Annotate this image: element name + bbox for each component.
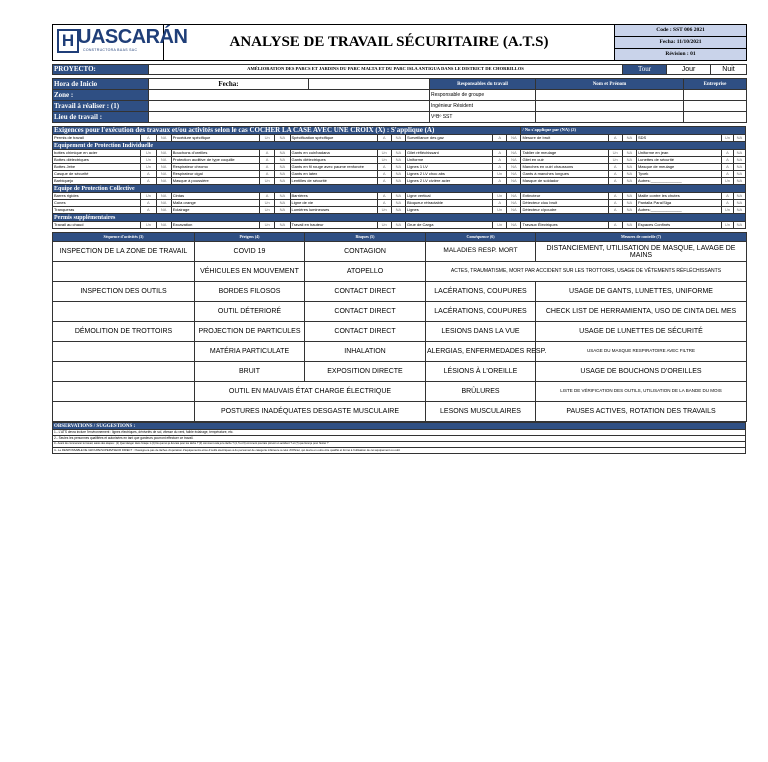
analysis-table — [52, 232, 747, 422]
not-applicable-checkbox[interactable]: NA — [391, 222, 405, 229]
not-applicable-checkbox[interactable]: NA — [622, 193, 636, 200]
analysis-row — [53, 342, 747, 362]
requirements-title: Exigences pour l'exécution des travaux et/ou activités selon le cas COCHER LA CASE AVEC UNE CROIX (X) : S'applique (A) — [53, 127, 521, 135]
applies-checkbox[interactable]: A — [493, 164, 507, 171]
danger-cell: MATÉRIA PARTICULATE — [195, 342, 305, 362]
applies-checkbox[interactable]: A — [721, 157, 733, 164]
danger-cell: COVID 19 — [195, 242, 305, 262]
not-applicable-checkbox[interactable]: NA — [733, 171, 745, 178]
epc-section-title: Equipe de Protection Collective — [53, 185, 746, 193]
epi-item-label: Uniforme — [405, 157, 492, 164]
applies-checkbox[interactable]: A — [377, 171, 391, 178]
not-applicable-legend: / No s'applique par (NA) (2) — [521, 127, 746, 135]
epi-item-label: Gilet réfléchissant — [405, 150, 492, 157]
applies-checkbox[interactable]: Un — [493, 207, 507, 214]
applies-checkbox[interactable]: A — [377, 200, 391, 207]
risks-header: Risques (5) — [305, 233, 426, 242]
epi-item-label: Masque de soldador — [521, 178, 608, 185]
not-applicable-checkbox[interactable]: NA — [733, 157, 745, 164]
applies-checkbox[interactable]: Un — [493, 171, 507, 178]
epc-item-label: Cones — [53, 200, 141, 207]
epc-item-label: Barres rigides — [53, 193, 141, 200]
not-applicable-checkbox[interactable]: NA — [156, 207, 171, 214]
document-date: Fecha: 11/10/2021 — [615, 37, 747, 49]
epi-item-label: Protection auditive de type coquille — [171, 157, 259, 164]
requirement-label: Procédure spécifique — [171, 135, 259, 142]
document-revision: Révision : 01 — [615, 49, 747, 61]
not-applicable-checkbox[interactable]: NA — [733, 200, 745, 207]
applies-checkbox[interactable]: A — [377, 135, 391, 142]
risk-cell: CONTACT DIRECT — [305, 322, 426, 342]
analysis-row — [53, 402, 747, 422]
permit-item-label: Grue de Carga — [405, 222, 492, 229]
epi-item-label: Respirateur cigal — [171, 171, 259, 178]
sst-approval-company-input[interactable] — [684, 112, 747, 123]
analysis-row — [53, 362, 747, 382]
not-applicable-checkbox[interactable]: NA — [391, 207, 405, 214]
applies-checkbox[interactable]: A — [721, 193, 733, 200]
control-cell: USAGE DE BOUCHONS D'OREILLES — [536, 362, 747, 382]
workplace-label: Lieu de travail : — [53, 112, 149, 123]
project-description: AMÉLIORATION DES PARCS ET JARDINS DU PARC MALTA ET DU PARC ISLA ANTIGUA DANS LE DISTRICT DE CHORRILLOS — [149, 65, 623, 75]
control-cell: CHECK LIST DE HERRAMIENTA, USO DE CINTA DEL MES — [536, 302, 747, 322]
not-applicable-checkbox[interactable]: NA — [275, 222, 290, 229]
consequence-cell: LACÉRATIONS, COUPURES — [426, 282, 536, 302]
epi-item-label: Tablier de meulage — [521, 150, 608, 157]
applies-checkbox[interactable]: A — [260, 193, 275, 200]
epc-item-label: Ligne de vie — [290, 200, 377, 207]
activity-cell: INSPECTION DES OUTILS — [53, 282, 195, 302]
not-applicable-checkbox[interactable]: NA — [733, 193, 745, 200]
consequence-cell: LACÉRATIONS, COUPURES — [426, 302, 536, 322]
project-label: PROYECTO: — [53, 65, 149, 75]
not-applicable-checkbox[interactable]: NA — [156, 193, 171, 200]
epc-item-label: Pantalla Para/Siga — [636, 200, 721, 207]
epc-item-label: Cintas — [171, 193, 259, 200]
risk-cell: EXPOSITION DIRECTE — [305, 362, 426, 382]
control-cell: DISTANCIEMENT, UTILISATION DE MASQUE, LAVAGE DE MAINS — [536, 242, 747, 262]
permit-item-label: Travaux Électriques — [521, 222, 608, 229]
epi-item-label: Casque de sécurité — [53, 171, 141, 178]
not-applicable-checkbox[interactable]: NA — [507, 135, 521, 142]
not-applicable-checkbox[interactable]: NA — [156, 150, 171, 157]
document-title: ANALYSE DE TRAVAIL SÉCURITAIRE (A.T.S) — [164, 25, 615, 61]
permit-item-label: Travail en hauteur — [290, 222, 377, 229]
applies-checkbox[interactable]: A — [608, 222, 622, 229]
workplace-input[interactable] — [149, 112, 430, 123]
activity-cell — [53, 362, 195, 382]
not-applicable-checkbox[interactable]: NA — [275, 150, 290, 157]
not-applicable-checkbox[interactable]: NA — [391, 135, 405, 142]
resident-engineer-company-input[interactable] — [684, 101, 747, 112]
resident-engineer-name-input[interactable] — [536, 101, 684, 112]
control-cell: LISTE DE VÉRIFICATION DES OUTILS, UTILISATION DE LA BANDE DU MOIS — [536, 382, 747, 402]
shift-day-option[interactable]: Jour — [667, 65, 711, 75]
requirement-label: SDS — [636, 135, 721, 142]
epi-item-label: Lignes 2 LV choc abs — [405, 171, 492, 178]
not-applicable-checkbox[interactable]: NA — [622, 157, 636, 164]
not-applicable-checkbox[interactable]: NA — [156, 157, 171, 164]
not-applicable-checkbox[interactable]: NA — [507, 171, 521, 178]
applies-checkbox[interactable]: Un — [608, 150, 622, 157]
applies-checkbox[interactable]: Un — [260, 135, 275, 142]
analysis-row — [53, 282, 747, 302]
start-time-label: Hora de Inicio — [53, 79, 149, 90]
document-code: Code : SST 006 2021 — [615, 25, 747, 37]
not-applicable-checkbox[interactable]: NA — [275, 207, 290, 214]
applies-checkbox[interactable]: A — [721, 200, 733, 207]
shift-tour-label: Tour — [623, 65, 667, 75]
applies-checkbox[interactable]: Un — [377, 222, 391, 229]
epi-section-title: Equipement de Protection Individuelle — [53, 142, 746, 150]
epc-item-label: Maille contre les chutes — [636, 193, 721, 200]
responsables-header: Responsables du travail — [430, 79, 536, 90]
applies-checkbox[interactable]: A — [377, 178, 391, 185]
observation-line: 1.- L'ATS devra inclure l'environnement : lignes électriques, dénivelés de sol, vitesse du vent, faible éclairage, température, etc. — [53, 430, 746, 436]
applies-checkbox[interactable]: A — [608, 200, 622, 207]
not-applicable-checkbox[interactable]: NA — [622, 150, 636, 157]
applies-checkbox[interactable]: A — [721, 150, 733, 157]
epc-item-label: Détecteur c/poudre — [521, 207, 608, 214]
not-applicable-checkbox[interactable]: NA — [391, 150, 405, 157]
not-applicable-checkbox[interactable]: NA — [733, 207, 745, 214]
activity-cell: DÉMOLITION DE TROTTOIRS — [53, 322, 195, 342]
applies-checkbox[interactable]: A — [608, 135, 622, 142]
requirement-label: Mesure de bruit — [521, 135, 608, 142]
risk-cell: CONTAGION — [305, 242, 426, 262]
control-cell: USAGE DE LUNETTES DE SÉCURITÉ — [536, 322, 747, 342]
not-applicable-checkbox[interactable]: NA — [507, 222, 521, 229]
shift-night-option[interactable]: Nuit — [711, 65, 747, 75]
applies-checkbox[interactable]: A — [493, 200, 507, 207]
danger-cell: BORDES FILOSOS — [195, 282, 305, 302]
consequence-cell: LESIONS DANS LA VUE — [426, 322, 536, 342]
applies-checkbox[interactable]: A — [493, 178, 507, 185]
applies-checkbox[interactable]: Un — [493, 193, 507, 200]
ats-sheet — [52, 24, 746, 454]
applies-checkbox[interactable]: A — [608, 193, 622, 200]
observation-line: 3.- Avant de commencer le travail, saisis des étapes : (1) Quel danger dans l'étape 1 (2) De quoi et je devrais pour les tâche ? (3) comment cela je le tâche ? (4, 5 et 6) comment pourrais prévoir un accident ? et (7) que ferai je pour l'éviter ? — [53, 442, 746, 448]
danger-cell: OUTIL EN MAUVAIS ÉTAT CHARGE ÉLECTRIQUE — [195, 382, 426, 402]
applies-checkbox[interactable]: Un — [141, 150, 156, 157]
logo-mark: H — [57, 29, 79, 53]
work-input[interactable] — [149, 101, 430, 112]
not-applicable-checkbox[interactable]: NA — [733, 222, 745, 229]
applies-checkbox[interactable]: Un — [260, 200, 275, 207]
applies-checkbox[interactable]: A — [721, 164, 733, 171]
applies-checkbox[interactable]: Un — [260, 222, 275, 229]
danger-cell: OUTIL DÉTERIORÉ — [195, 302, 305, 322]
consequence-header: Conséquence (6) — [426, 233, 536, 242]
not-applicable-checkbox[interactable]: NA — [391, 171, 405, 178]
consequence-cell: BRÛLURES — [426, 382, 536, 402]
info-table — [52, 78, 747, 123]
analysis-row — [53, 382, 747, 402]
resp-group-company-input[interactable] — [684, 90, 747, 101]
control-cell: PAUSES ACTIVES, ROTATION DES TRAVAILS — [536, 402, 747, 422]
applies-checkbox[interactable]: A — [608, 207, 622, 214]
applies-checkbox[interactable]: Un — [141, 164, 156, 171]
sst-approval-label: VºBº SST — [430, 112, 536, 123]
not-applicable-checkbox[interactable]: NA — [275, 157, 290, 164]
danger-cell: POSTURES INADÉQUATES DESGASTE MUSCULAIRE — [195, 402, 426, 422]
applies-checkbox[interactable]: A — [493, 157, 507, 164]
applies-checkbox[interactable]: Un — [141, 157, 156, 164]
permit-item-label: Travail au chaud — [53, 222, 141, 229]
epi-item-label: Lunettes de sécurité — [636, 157, 721, 164]
requirement-label: Surveillance des gaz — [405, 135, 492, 142]
risk-cell: CONTACT DIRECT — [305, 282, 426, 302]
not-applicable-checkbox[interactable]: NA — [275, 200, 290, 207]
applies-checkbox[interactable]: Un — [141, 222, 156, 229]
requirement-label: Spécification spécifique — [290, 135, 377, 142]
not-applicable-checkbox[interactable]: NA — [275, 164, 290, 171]
epi-item-label: Barbiquejo — [53, 178, 141, 185]
observation-line: 4.- Le RESPONSABLE DE GROUPE/SUPERVISEUR DIRECT : N'assignera pas de tâches d'opération d'équipements et/ou d'outils électriques à du personnel de catégorie inférieure à celui d'Officiel, qui devra en outre être qualifié et formé à l'utilisation de cet équipement ou outil. — [53, 448, 746, 454]
not-applicable-checkbox[interactable]: NA — [733, 178, 745, 185]
epi-item-label: Masque à poussière — [171, 178, 259, 185]
epc-item-label: Détecteur clou bruit — [521, 200, 608, 207]
applies-checkbox[interactable]: A — [377, 164, 391, 171]
not-applicable-checkbox[interactable]: NA — [275, 178, 290, 185]
consequence-cell: ACTES, TRAUMATISME, MORT PAR ACCIDENT SUR LES TROTTOIRS, USAGE DE VÊTEMENTS RÉFLÉCHISSANTS — [426, 262, 747, 282]
applies-checkbox[interactable]: A — [141, 135, 156, 142]
applies-checkbox[interactable]: A — [141, 171, 156, 178]
epc-item-label: Lignes — [405, 207, 492, 214]
not-applicable-checkbox[interactable]: NA — [507, 200, 521, 207]
zone-input[interactable] — [149, 90, 430, 101]
not-applicable-checkbox[interactable]: NA — [156, 200, 171, 207]
applies-checkbox[interactable]: Un — [721, 178, 733, 185]
epc-item-label: Malla orange — [171, 200, 259, 207]
permit-item-label: Excavation — [171, 222, 259, 229]
not-applicable-checkbox[interactable]: NA — [391, 157, 405, 164]
not-applicable-checkbox[interactable]: NA — [156, 222, 171, 229]
analysis-row — [53, 262, 747, 282]
applies-checkbox[interactable]: Un — [493, 222, 507, 229]
resp-group-name-input[interactable] — [536, 90, 684, 101]
epi-item-label: Lentilles de sécurité — [290, 178, 377, 185]
consequence-cell: LESONS MUSCULAIRES — [426, 402, 536, 422]
activity-cell — [53, 262, 195, 282]
danger-cell: VÉHICULES EN MOUVEMENT — [195, 262, 305, 282]
epc-item-label: Tranqueras — [53, 207, 141, 214]
permits-section-title: Permis supplémentaires — [53, 214, 746, 222]
applies-checkbox[interactable]: Un — [377, 207, 391, 214]
epi-item-label: Gants en latex — [290, 171, 377, 178]
epi-item-label: Gants en cuir/badana — [290, 150, 377, 157]
epi-item-label: Gants diélectriques — [290, 157, 377, 164]
logo-subtitle: CONSTRUCTORA BUAS SAC — [83, 47, 138, 52]
applies-checkbox[interactable]: Un — [260, 178, 275, 185]
not-applicable-checkbox[interactable]: NA — [391, 164, 405, 171]
epc-item-label: Eclairage — [171, 207, 259, 214]
epi-item-label: Bottes Jebe — [53, 164, 141, 171]
work-label: Travail à réaliser : (1) — [53, 101, 149, 112]
not-applicable-checkbox[interactable]: NA — [733, 150, 745, 157]
epi-item-label: Gilet en cuir — [521, 157, 608, 164]
applies-checkbox[interactable]: A — [260, 157, 275, 164]
requirements-table — [52, 126, 746, 229]
name-header: Nom et Prénom — [536, 79, 684, 90]
applies-checkbox[interactable]: Un — [721, 207, 733, 214]
activity-cell: INSPECTION DE LA ZONE DE TRAVAIL — [53, 242, 195, 262]
risk-cell: ATOPELLO — [305, 262, 426, 282]
applies-checkbox[interactable]: A — [141, 207, 156, 214]
epi-item-label: Bottes diélectriques — [53, 157, 141, 164]
permit-item-label: Espaces Confinés — [636, 222, 721, 229]
applies-checkbox[interactable]: A — [260, 164, 275, 171]
epi-item-label: Autres:______________ — [636, 178, 721, 185]
not-applicable-checkbox[interactable]: NA — [391, 178, 405, 185]
applies-checkbox[interactable]: Un — [721, 135, 733, 142]
applies-checkbox[interactable]: Un — [377, 150, 391, 157]
epi-item-label: Lignes 2 LV civière acier — [405, 178, 492, 185]
company-logo — [53, 25, 188, 60]
applies-checkbox[interactable]: Un — [608, 157, 622, 164]
not-applicable-checkbox[interactable]: NA — [622, 164, 636, 171]
not-applicable-checkbox[interactable]: NA — [622, 135, 636, 142]
not-applicable-checkbox[interactable]: NA — [507, 157, 521, 164]
resp-group-label: Responsable de groupe — [430, 90, 536, 101]
epc-item-label: Extincteur — [521, 193, 608, 200]
not-applicable-checkbox[interactable]: NA — [507, 150, 521, 157]
not-applicable-checkbox[interactable]: NA — [275, 171, 290, 178]
applies-checkbox[interactable]: A — [493, 135, 507, 142]
not-applicable-checkbox[interactable]: NA — [507, 178, 521, 185]
consequence-cell: LÉSIONS À L'OREILLE — [426, 362, 536, 382]
control-cell: USAGE DU MASQUE RESPIRATOIRE AVEC FILTRE — [536, 342, 747, 362]
applies-checkbox[interactable]: Un — [721, 222, 733, 229]
header-table — [52, 24, 747, 61]
activity-cell — [53, 402, 195, 422]
applies-checkbox[interactable]: A — [721, 171, 733, 178]
not-applicable-checkbox[interactable]: NA — [391, 193, 405, 200]
applies-checkbox[interactable]: A — [608, 164, 622, 171]
activity-cell — [53, 302, 195, 322]
epi-item-label: Manches en cuir/ chaussons — [521, 164, 608, 171]
project-table — [52, 64, 747, 75]
start-time-input[interactable] — [309, 79, 430, 90]
epc-item-label: Autres:______________ — [636, 207, 721, 214]
not-applicable-checkbox[interactable]: NA — [156, 135, 171, 142]
resident-engineer-label: Ingénieur Résident — [430, 101, 536, 112]
applies-checkbox[interactable]: A — [608, 171, 622, 178]
not-applicable-checkbox[interactable]: NA — [733, 135, 745, 142]
risk-cell: CONTACT DIRECT — [305, 302, 426, 322]
epi-item-label: Bouchons d'oreilles — [171, 150, 259, 157]
epi-item-label: Tyvek — [636, 171, 721, 178]
epc-item-label: Ligne vertical — [405, 193, 492, 200]
dangers-header: Périgros (4) — [195, 233, 305, 242]
not-applicable-checkbox[interactable]: NA — [275, 193, 290, 200]
consequence-cell: ALERGIAS, ENFERMEDADES RESP. — [426, 342, 536, 362]
applies-checkbox[interactable]: A — [141, 200, 156, 207]
applies-checkbox[interactable]: A — [493, 150, 507, 157]
not-applicable-checkbox[interactable]: NA — [156, 171, 171, 178]
date-label: Fecha: — [149, 79, 309, 90]
observations-table — [52, 422, 746, 454]
epc-item-label: Lumières lumineuses — [290, 207, 377, 214]
requirement-label: Permis de travail — [53, 135, 141, 142]
applies-checkbox[interactable]: A — [260, 150, 275, 157]
not-applicable-checkbox[interactable]: NA — [507, 193, 521, 200]
activity-cell — [53, 342, 195, 362]
epi-item-label: Masque de meulage — [636, 164, 721, 171]
not-applicable-checkbox[interactable]: NA — [622, 207, 636, 214]
applies-checkbox[interactable]: Un — [141, 193, 156, 200]
observations-title: OBSERVATIONS / SUGGESTIONS : — [53, 423, 746, 430]
not-applicable-checkbox[interactable]: NA — [507, 164, 521, 171]
risk-cell: INHALATION — [305, 342, 426, 362]
applies-checkbox[interactable]: A — [608, 178, 622, 185]
logo-wordmark: UASCARÁN — [77, 25, 188, 48]
not-applicable-checkbox[interactable]: NA — [622, 178, 636, 185]
epi-item-label: Uniforme en jean — [636, 150, 721, 157]
applies-checkbox[interactable]: Un — [260, 207, 275, 214]
not-applicable-checkbox[interactable]: NA — [156, 164, 171, 171]
epi-item-label: Respirateur chromo — [171, 164, 259, 171]
control-cell: USAGE DE GANTS, LUNETTES, UNIFORME — [536, 282, 747, 302]
observation-line: 2.- Seules les personnes qualifiées et autorisées en tant que gardeurs pourront effectuer ce travail. — [53, 436, 746, 442]
danger-cell: BRUIT — [195, 362, 305, 382]
not-applicable-checkbox[interactable]: NA — [733, 164, 745, 171]
epc-item-label: Barrières — [290, 193, 377, 200]
zone-label: Zone : — [53, 90, 149, 101]
applies-checkbox[interactable]: A — [260, 171, 275, 178]
analysis-row — [53, 302, 747, 322]
epi-item-label: bottes chimique en acier — [53, 150, 141, 157]
epc-item-label: Bloqueur rétractable — [405, 200, 492, 207]
activity-cell — [53, 382, 195, 402]
analysis-row — [53, 242, 747, 262]
not-applicable-checkbox[interactable]: NA — [275, 135, 290, 142]
danger-cell: PROJECTION DE PARTICULES — [195, 322, 305, 342]
epi-item-label: Gants en fil rouge avec paume renforcée — [290, 164, 377, 171]
not-applicable-checkbox[interactable]: NA — [622, 171, 636, 178]
applies-checkbox[interactable]: Un — [377, 157, 391, 164]
applies-checkbox[interactable]: A — [141, 178, 156, 185]
sst-approval-name-input[interactable] — [536, 112, 684, 123]
analysis-row — [53, 322, 747, 342]
not-applicable-checkbox[interactable]: NA — [622, 200, 636, 207]
applies-checkbox[interactable]: A — [377, 193, 391, 200]
consequence-cell: MALADIES RESP. MORT — [426, 242, 536, 262]
not-applicable-checkbox[interactable]: NA — [622, 222, 636, 229]
epi-item-label: Lignes 1 LV — [405, 164, 492, 171]
epi-item-label: Gants à manches longues — [521, 171, 608, 178]
not-applicable-checkbox[interactable]: NA — [391, 200, 405, 207]
control-measures-header: Mesures de contrôle (7) — [536, 233, 747, 242]
not-applicable-checkbox[interactable]: NA — [156, 178, 171, 185]
not-applicable-checkbox[interactable]: NA — [507, 207, 521, 214]
activity-sequence-header: Séquence d'activités (3) — [53, 233, 195, 242]
company-header: Entreprise — [684, 79, 747, 90]
